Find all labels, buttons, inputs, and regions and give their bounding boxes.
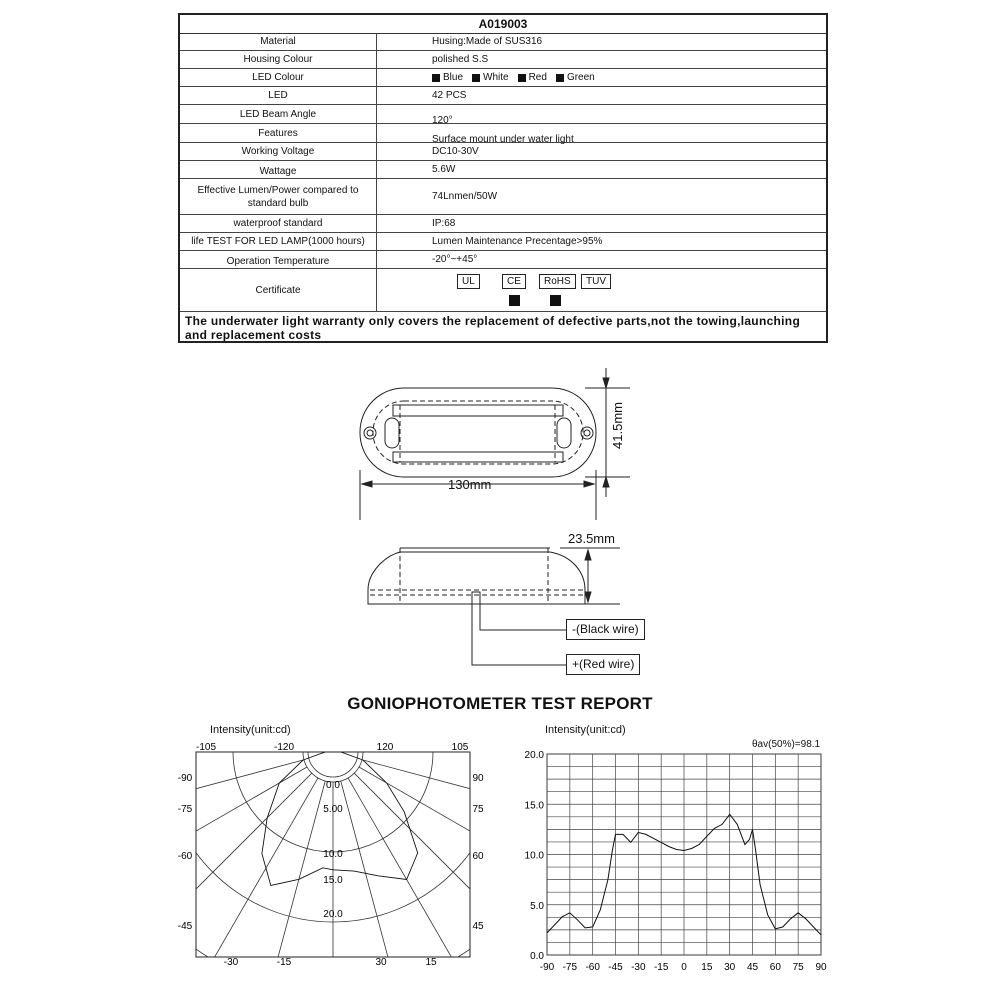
polar-angle-tick: 30: [375, 957, 387, 968]
spec-value: 42 PCS: [432, 90, 467, 101]
line-x-tick: 90: [815, 962, 827, 973]
line-y-tick: 20.0: [524, 750, 544, 761]
polar-angle-tick: 15: [425, 957, 437, 968]
spec-value: -20°~+45°: [432, 254, 478, 265]
line-x-tick: 60: [769, 962, 781, 973]
line-x-tick: -15: [653, 962, 669, 973]
polar-radial-tick: 10.0: [323, 849, 343, 860]
report-title: GONIOPHOTOMETER TEST REPORT: [347, 694, 653, 713]
line-x-tick: 15: [701, 962, 713, 973]
cert-badge-ul: UL: [457, 274, 480, 289]
polar-ylabel: Intensity(unit:cd): [210, 724, 291, 736]
polar-radial-tick: 5.00: [323, 804, 343, 815]
spec-label: Housing Colour: [180, 51, 377, 68]
cert-badge-rohs: RoHS: [539, 274, 576, 289]
depth-dimension: 23.5mm: [568, 531, 615, 546]
line-annotation: θav(50%)=98.1: [752, 739, 821, 750]
polar-angle-tick: 60: [472, 851, 484, 862]
polar-angle-tick: -30: [223, 957, 239, 968]
line-x-tick: -30: [631, 962, 646, 973]
polar-angle-tick: 45: [472, 921, 484, 932]
spec-label: life TEST FOR LED LAMP(1000 hours): [180, 233, 377, 250]
spec-label: Certificate: [180, 269, 377, 311]
height-dimension: 41.5mm: [609, 402, 625, 449]
spec-label: LED Beam Angle: [180, 105, 377, 123]
spec-label: LED Colour: [180, 69, 377, 86]
polar-angle-tick: -60: [177, 851, 193, 862]
width-dimension: 130mm: [448, 477, 492, 492]
polar-angle-tick: 90: [472, 773, 484, 784]
spec-value: DC10-30V: [432, 146, 479, 157]
line-x-tick: 45: [746, 962, 759, 973]
line-x-tick: 30: [724, 962, 736, 973]
polar-angle-tick: -45: [177, 921, 193, 932]
line-y-tick: 15.0: [524, 800, 544, 812]
spec-value: IP:68: [432, 218, 456, 229]
polar-radial-tick: 15.0: [323, 875, 343, 886]
spec-value: 120°: [432, 114, 453, 126]
cert-badge-ce: CE: [502, 274, 526, 289]
line-y-tick: 0.0: [530, 951, 544, 962]
spec-value: 74Lnmen/50W: [432, 191, 498, 202]
led-colour-label: Red: [528, 72, 547, 83]
spec-value: polished S.S: [432, 54, 489, 65]
polar-angle-tick: -15: [276, 957, 292, 968]
polar-radial-tick: 20.0: [323, 909, 343, 920]
line-x-tick: -60: [585, 962, 600, 973]
polar-angle-tick: -90: [177, 773, 193, 784]
polar-angle-tick: 75: [472, 804, 484, 815]
red-wire-label: +(Red wire): [566, 654, 640, 675]
spec-label: Operation Temperature: [180, 251, 377, 268]
line-x-tick: 75: [792, 962, 804, 973]
spec-label: Wattage: [180, 161, 377, 178]
spec-value: Husing:Made of SUS316: [432, 36, 543, 47]
spec-label: LED: [180, 87, 377, 104]
polar-radial-tick: 0.0: [326, 780, 340, 791]
spec-value: Lumen Maintenance Precentage>95%: [432, 236, 603, 247]
polar-angle-tick: -105: [195, 742, 217, 753]
spec-label: Features: [180, 124, 377, 142]
polar-angle-tick: -75: [177, 804, 193, 815]
spec-label: Working Voltage: [180, 143, 377, 160]
led-colour-label: Green: [566, 72, 595, 83]
line-x-tick: -45: [608, 962, 623, 973]
line-x-tick: 0: [681, 962, 687, 973]
polar-angle-tick: -120: [273, 742, 295, 753]
polar-angle-tick: 105: [451, 742, 469, 753]
polar-angle-tick: 120: [376, 742, 394, 753]
spec-value: Surface mount under water light: [432, 133, 574, 145]
spec-label: waterproof standard: [180, 215, 377, 232]
black-wire-label: -(Black wire): [566, 619, 645, 640]
line-x-tick: -75: [562, 962, 578, 973]
led-colour-label: White: [483, 72, 509, 83]
warranty-note: The underwater light warranty only covers the replacement of defective parts,not the towing,launching and replacement costs: [185, 314, 801, 342]
line-x-tick: -90: [539, 962, 555, 973]
spec-label: Effective Lumen/Power compared to standard bulb: [180, 179, 377, 214]
spec-label: Material: [180, 33, 377, 50]
line-y-tick: 10.0: [524, 850, 544, 862]
cert-badge-tuv: TUV: [581, 274, 611, 289]
line-y-tick: 5.0: [530, 900, 544, 912]
line-ylabel: Intensity(unit:cd): [545, 724, 626, 736]
spec-title: A019003: [180, 15, 826, 34]
led-colour-label: Blue: [443, 72, 464, 83]
spec-value: 5.6W: [432, 164, 456, 175]
